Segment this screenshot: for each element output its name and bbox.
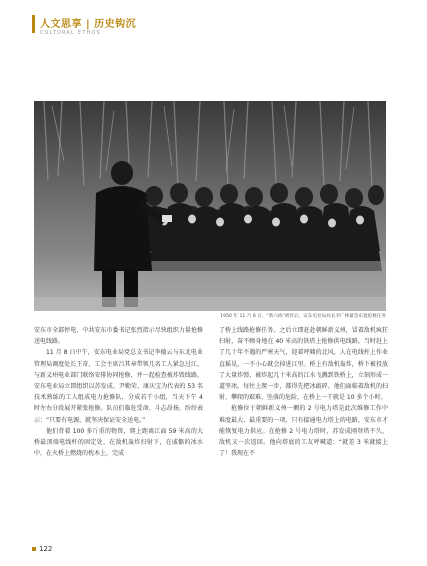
historical-photo (34, 101, 386, 311)
photo-caption: 1950 年 11 月 8 日，“新六线”被炸后，安东电业局局长李广林紧急布置抢修任务 (220, 314, 386, 319)
paragraph: 抢修位于朝鲜新义州一侧的 2 号电力塔是此次维修工作中难度最大、最重要的一项，只有接通电力塔上的电路，安东市才能恢复电力供应。在抢修 2 号电力塔时，苏发成刚登塔不久，敌机又一次返回。他向塔底的工友呼喊道：“就差 3 米就接上了！我现在不 (219, 405, 388, 458)
page-header (32, 12, 412, 44)
paragraph: 11 月 8 日中午，安东电业局党总支书记李德云与东北电业管理局调度处长王奇、工会主席吕其章带领几名工人紧急过江，与新义州电业部门联络安排协同抢修，并一起检查被炸毁线路。安东电业局立即组织以苏发成、尹勤荣、康庆宝为代表的 53 名技术熟练的工人组成电力抢修队，分成若干小组，当天下午 4 时左右分段展开紧张抢修。队员们临危受命、斗志昂扬，纷纷表示：“只要有电源，就坚决保证安全送电。” (34, 349, 203, 424)
header-accent-bar (32, 15, 35, 33)
section-title: 人文思享 | 历史钩沉 (40, 19, 137, 30)
article-column-right (219, 325, 388, 459)
footer-accent-square (32, 547, 36, 551)
article-column-left (34, 325, 203, 459)
page-number: 122 (39, 545, 53, 553)
paragraph: 了桥上线路抢修任务。之后立即赶赴朝鲜新义州，冒着敌机疯狂扫射，奋不顾身地在 40 米高的铁塔上抢修供电线路。当时赶上了几十年不遇的严寒天气，迎着呼啸的北风，人在电线杆上作业直摇晃，一不小心就会掉进江里。桥上有敌机轰炸，桥下被投放了大量炸弹，被炸起几十米高的江水飞溅到铁桥上，立刻形成一道坚冰。每往上爬一步，都得先把冰敲碎。他们面临着敌机的扫射、攀爬的艰难、坠落的危险，在桥上一干就是 10 多个小时。 (219, 327, 388, 402)
photo-scene (34, 101, 386, 311)
section-subtitle: CULTURAL ETHOS (40, 30, 101, 36)
paragraph: 安东市全部停电，中共安东市委书记张烈指示尽快组织力量抢修送电线路。 (34, 327, 203, 346)
paragraph: 他们背着 100 多斤重的物资，爬上距离江面 59 米高的大桥最顶端电线杆的固定处，在敌机轰炸扫射下，在戚骼的冰水中，在火桥上燃烧的枕木上，完成 (34, 427, 203, 458)
